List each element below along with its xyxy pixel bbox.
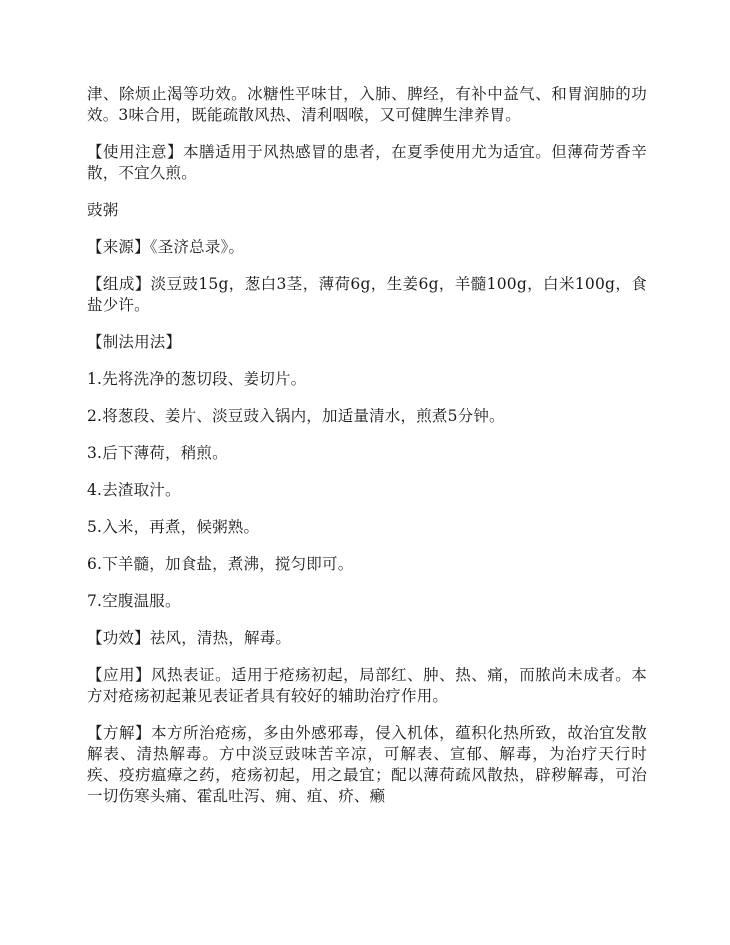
paragraph-application: 【应用】风热表证。适用于疮疡初起，局部红、肿、热、痛，而脓尚未成者。本方对疮疡初起兼见表证者具有较好的辅助治疗作用。 <box>87 666 647 705</box>
method-step-5: 5.入米，再煮，候粥熟。 <box>87 518 260 536</box>
method-step-6: 6.下羊髓，加食盐，煮沸，搅匀即可。 <box>87 555 354 573</box>
method-step-3: 3.后下薄荷，稍煎。 <box>87 444 228 462</box>
document-page <box>87 84 647 823</box>
method-step-1: 1.先将洗净的葱切段、姜切片。 <box>87 370 307 388</box>
paragraph-continuation: 津、除烦止渴等功效。冰糖性平味甘，入肺、脾经，有补中益气、和胃润肺的功效。3味合用，既能疏散风热、清利咽喉，又可健脾生津养胃。 <box>87 85 647 124</box>
method-step-4: 4.去渣取汁。 <box>87 481 181 499</box>
paragraph-source: 【来源】《圣济总录》。 <box>87 238 245 256</box>
paragraph-efficacy: 【功效】祛风，清热，解毒。 <box>87 629 292 647</box>
paragraph-usage-notes: 【使用注意】本膳适用于风热感冒的患者，在夏季使用尤为适宜。但薄荷芳香辛散，不宜久煎。 <box>87 143 647 182</box>
method-step-7: 7.空腹温服。 <box>87 592 181 610</box>
paragraph-explanation: 【方解】本方所治疮疡，多由外感邪毒，侵入机体，蕴积化热所致，故治宜发散解表、清热解毒。方中淡豆豉味苦辛凉，可解表、宣郁、解毒，为治疗天行时疾、疫疠瘟瘴之药，疮疡初起，用之最宜；配以薄荷疏风散热，辟秽解毒，可治一切伤寒头痛、霍乱吐泻、痈、疽、疥、癞 <box>87 724 647 805</box>
method-step-2: 2.将葱段、姜片、淡豆豉入锅内，加适量清水，煎煮5分钟。 <box>87 407 505 425</box>
paragraph-method-heading: 【制法用法】 <box>87 333 182 351</box>
recipe-title: 豉粥 <box>87 201 119 219</box>
paragraph-ingredients: 【组成】淡豆豉15g，葱白3茎，薄荷6g，生姜6g，羊髓100g，白米100g，食盐少许。 <box>87 275 647 314</box>
